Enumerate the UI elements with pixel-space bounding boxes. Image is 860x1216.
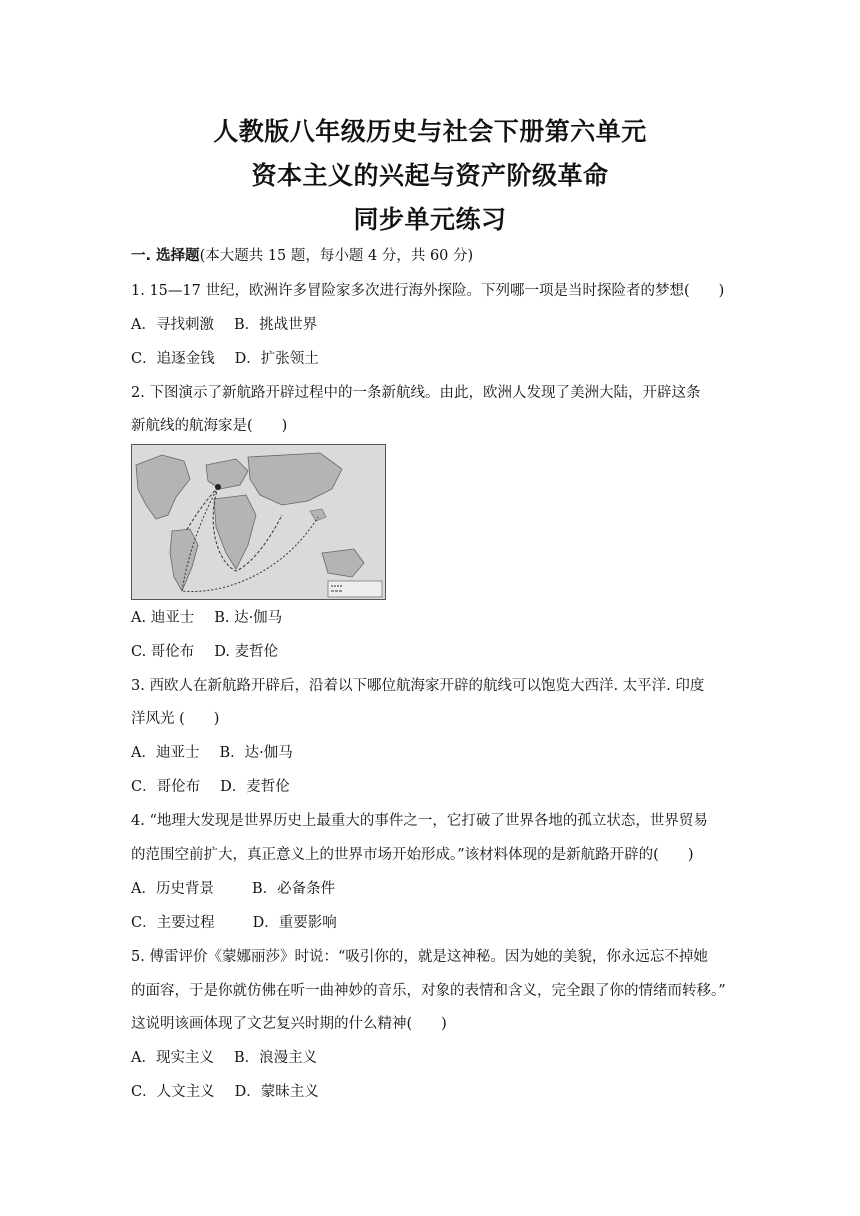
q2-option-d: D. 麦哲伦 bbox=[214, 644, 279, 660]
q3-option-a: A．迪亚士 bbox=[131, 745, 200, 761]
q5-option-a: A．现实主义 bbox=[131, 1050, 214, 1066]
q4-option-c: C．主要过程 bbox=[131, 915, 215, 931]
q5-option-d: D．蒙昧主义 bbox=[234, 1084, 319, 1100]
q1-option-c: C．追逐金钱 bbox=[131, 351, 215, 367]
q2-options-row1 bbox=[131, 608, 282, 628]
voyage-route-map-image bbox=[131, 444, 386, 600]
q5-stem-line1: 5. 傅雷评价《蒙娜丽莎》时说：“吸引你的，就是这神秘。因为她的美貌，你永远忘不掉她 bbox=[131, 949, 708, 965]
q4-stem-line2: 的范围空前扩大，真正意义上的世界市场开始形成。”该材料体现的是新航路开辟的( ) bbox=[131, 847, 694, 863]
q4-option-b: B．必备条件 bbox=[251, 881, 336, 897]
world-map-illustration bbox=[132, 445, 385, 599]
section-heading-label: 一. 选择题 bbox=[131, 248, 200, 264]
q5-option-b: B．浪漫主义 bbox=[233, 1050, 318, 1066]
q5-options-row1 bbox=[131, 1048, 317, 1068]
q4-options-row1 bbox=[131, 879, 335, 899]
section-heading bbox=[131, 246, 473, 266]
q2-option-c: C. 哥伦布 bbox=[131, 644, 195, 660]
q4-options-row2 bbox=[131, 913, 337, 933]
q3-stem-line2: 洋风光 ( ) bbox=[131, 711, 220, 727]
q2-option-a: A. 迪亚士 bbox=[131, 610, 195, 626]
q3-option-d: D．麦哲伦 bbox=[220, 779, 290, 795]
q4-option-a: A．历史背景 bbox=[131, 881, 214, 897]
q4-option-d: D．重要影响 bbox=[252, 915, 337, 931]
doc-title-line1: 人教版八年级历史与社会下册第六单元 bbox=[213, 117, 647, 146]
q2-stem-line1: 2. 下图演示了新航路开辟过程中的一条新航线。由此，欧洲人发现了美洲大陆，开辟这条 bbox=[131, 385, 701, 401]
q1-option-b: B．挑战世界 bbox=[233, 317, 318, 333]
q2-stem-line2: 新航线的航海家是( ) bbox=[131, 418, 288, 434]
q3-option-c: C．哥伦布 bbox=[131, 779, 201, 795]
q3-option-b: B．达·伽马 bbox=[219, 745, 293, 761]
q3-options-row1 bbox=[131, 743, 293, 763]
q3-options-row2 bbox=[131, 777, 290, 797]
q1-options-row2 bbox=[131, 349, 319, 369]
q1-option-d: D．扩张领土 bbox=[234, 351, 319, 367]
q2-options-row2 bbox=[131, 642, 278, 662]
section-heading-note: (本大题共 15 题，每小题 4 分，共 60 分) bbox=[199, 248, 474, 264]
q1-options-row1 bbox=[131, 315, 317, 335]
q3-stem-line1: 3. 西欧人在新航路开辟后，沿着以下哪位航海家开辟的航线可以饱览大西洋. 太平洋. 印度 bbox=[131, 678, 705, 694]
q1-stem: 1. 15—17 世纪，欧洲许多冒险家多次进行海外探险。下列哪一项是当时探险者的梦想( ) bbox=[131, 283, 725, 299]
q2-option-b: B. 达·伽马 bbox=[214, 610, 283, 626]
q5-options-row2 bbox=[131, 1082, 319, 1102]
q4-stem-line1: 4. “地理大发现是世界历史上最重大的事件之一，它打破了世界各地的孤立状态，世界贸易 bbox=[131, 813, 708, 829]
q1-option-a: A．寻找刺激 bbox=[131, 317, 214, 333]
q5-stem-line2: 的面容，于是你就仿佛在听一曲神妙的音乐，对象的表情和含义，完全跟了你的情绪而转移。” bbox=[131, 983, 726, 999]
q5-option-c: C．人文主义 bbox=[131, 1084, 215, 1100]
q5-stem-line3: 这说明该画体现了文艺复兴时期的什么精神( ) bbox=[131, 1016, 447, 1032]
doc-title-line3: 同步单元练习 bbox=[353, 205, 507, 234]
doc-title-line2: 资本主义的兴起与资产阶级革命 bbox=[251, 161, 609, 190]
